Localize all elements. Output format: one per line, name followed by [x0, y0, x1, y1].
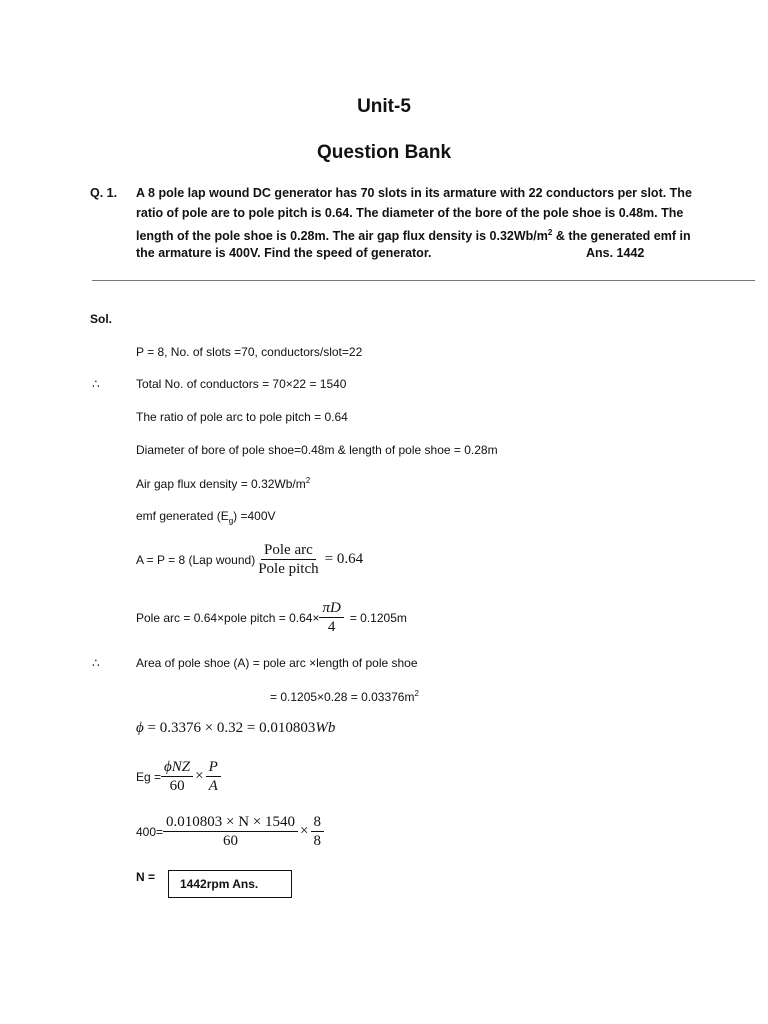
- question-line-2: ratio of pole are to pole pitch is 0.64. The diameter of the bore of the pole shoe is 0.48m. The: [136, 206, 684, 220]
- flux-density-sup: 2: [305, 476, 311, 485]
- eq400-numerator-1: 0.010803 × N × 1540: [163, 813, 298, 832]
- area-value-sup: 2: [414, 689, 419, 698]
- eg-times: ×: [195, 768, 204, 784]
- eq400-fraction-2: [311, 813, 325, 850]
- question-line-4: the armature is 400V. Find the speed of generator.: [136, 246, 432, 260]
- eq400-denominator-2: 8: [313, 833, 322, 849]
- phi-symbol: ϕ: [136, 720, 144, 736]
- pole-arc-denominator: 4: [327, 619, 336, 635]
- eg-denominator-2: A: [208, 778, 218, 794]
- eg-numerator-2: P: [206, 758, 221, 777]
- emf-text-post: ) =400V: [233, 509, 276, 523]
- solution-label: Sol.: [90, 312, 113, 326]
- therefore-symbol-1: ∴: [92, 377, 100, 391]
- phi-equation: [136, 720, 335, 737]
- unit-title: Unit-5: [357, 96, 411, 117]
- area-line: Area of pole shoe (A) = pole arc ×length of pole shoe: [136, 656, 418, 670]
- eg-equation: [136, 758, 221, 795]
- phi-expression: = 0.3376 × 0.32 = 0.010803: [143, 720, 316, 736]
- divider: [92, 280, 755, 281]
- question-line-1: A 8 pole lap wound DC generator has 70 slots in its armature with 22 conductors per slot. The: [136, 186, 692, 200]
- eg-fraction-2: [206, 758, 221, 795]
- final-answer: 1442rpm Ans.: [180, 877, 259, 891]
- area-value-line: [270, 689, 419, 704]
- eg-label: Eg =: [136, 769, 162, 784]
- diameter-line: Diameter of bore of pole shoe=0.48m & length of pole shoe = 0.28m: [136, 443, 498, 457]
- emf-subscript: g: [228, 516, 234, 526]
- pole-arc-fraction: [319, 599, 343, 636]
- ap-equation: [136, 541, 363, 578]
- pole-arc-result: = 0.1205m: [349, 610, 407, 625]
- area-value-text: = 0.1205×0.28 = 0.03376m: [270, 690, 415, 704]
- eg-denominator-1: 60: [169, 778, 185, 794]
- emf-line: [136, 509, 276, 525]
- ap-fraction: [255, 541, 321, 578]
- ap-label: A = P = 8 (Lap wound): [136, 552, 256, 567]
- section-title: Question Bank: [316, 142, 452, 163]
- ap-numerator: Pole arc: [261, 541, 316, 560]
- question-line-3-sup: 2: [547, 228, 553, 237]
- eq400-times: ×: [300, 823, 309, 839]
- eq400-numerator-2: 8: [311, 813, 325, 832]
- eq400-equation: [136, 813, 324, 850]
- question-number: Q. 1.: [90, 186, 118, 200]
- ap-result: = 0.64: [324, 551, 364, 567]
- total-conductors-line: Total No. of conductors = 70×22 = 1540: [136, 377, 347, 391]
- therefore-symbol-2: ∴: [92, 656, 100, 670]
- eg-numerator-1: ϕNZ: [161, 758, 193, 777]
- emf-text-pre: emf generated (E: [136, 509, 229, 523]
- eq400-label: 400=: [136, 824, 164, 839]
- question-answer: Ans. 1442: [586, 246, 645, 260]
- eq400-fraction-1: [163, 813, 298, 850]
- flux-density-line: [136, 476, 310, 491]
- flux-density-text: Air gap flux density = 0.32Wb/m: [136, 477, 306, 491]
- eg-fraction-1: [161, 758, 193, 795]
- n-label: N =: [136, 870, 156, 884]
- eq400-denominator-1: 60: [223, 833, 239, 849]
- question-line-3-text: length of the pole shoe is 0.28m. The air gap flux density is 0.32Wb/m: [136, 229, 548, 244]
- ratio-line: The ratio of pole arc to pole pitch = 0.64: [136, 410, 348, 424]
- pole-arc-numerator: πD: [319, 599, 343, 618]
- question-line-3-tail: & the generated emf in: [552, 229, 691, 244]
- pole-arc-label: Pole arc = 0.64×pole pitch = 0.64×: [136, 610, 320, 625]
- pole-arc-equation: [136, 599, 407, 636]
- ap-denominator: Pole pitch: [258, 561, 319, 577]
- phi-unit: Wb: [315, 720, 336, 736]
- given-line: P = 8, No. of slots =70, conductors/slot=22: [136, 345, 363, 359]
